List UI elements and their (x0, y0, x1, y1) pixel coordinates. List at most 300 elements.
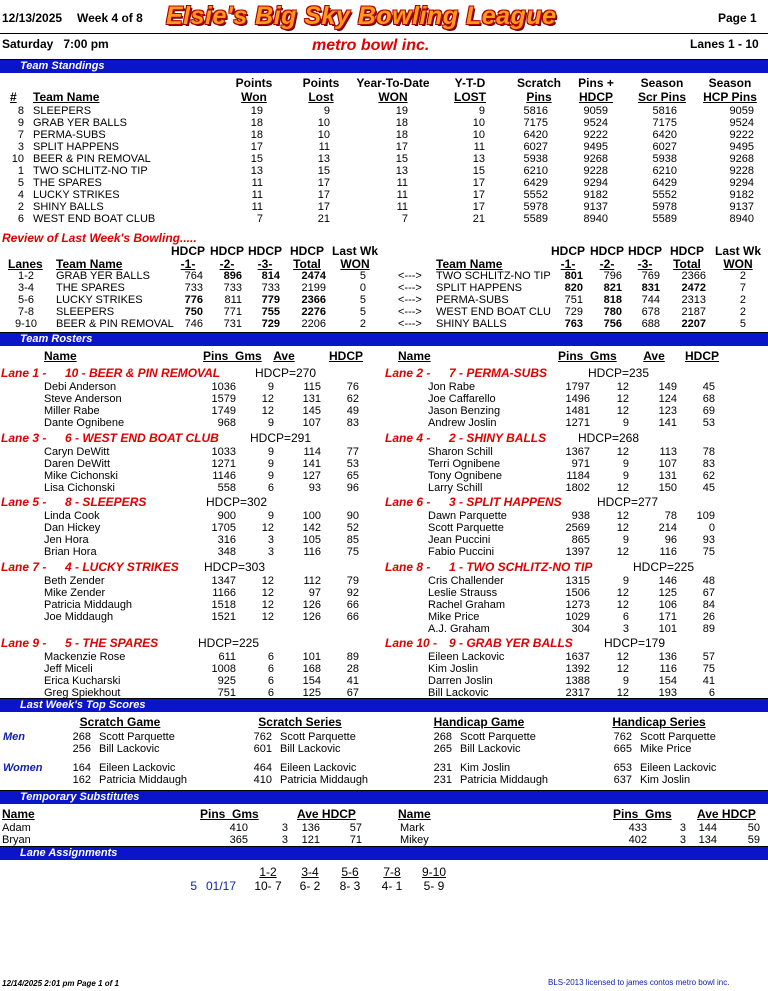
roster-player-games: 12 (616, 405, 629, 417)
roster-player-games: 9 (622, 470, 629, 482)
standings-cell: 5589 (523, 213, 548, 225)
roster-player-pins: 1506 (565, 587, 590, 599)
standings-cell: 15 (317, 165, 330, 177)
subs-col-name-b: Name (398, 807, 431, 821)
roster-player-ave: 96 (664, 534, 677, 546)
roster-team-hdcp: HDCP=225 (633, 560, 695, 574)
top-score-bowler: Patricia Middaugh (280, 774, 369, 786)
roster-lane-label: Lane 9 - (1, 636, 47, 650)
review-score-a: 746 (184, 318, 203, 330)
roster-player-games: 12 (616, 522, 629, 534)
roster-player-ave: 214 (658, 522, 677, 534)
roster-player-name: Jean Puccini (428, 534, 491, 546)
roster-col-ave: Ave (643, 349, 665, 363)
roster-team-hdcp: HDCP=303 (204, 560, 266, 574)
standings-rank: 6 (17, 213, 24, 225)
review-col-head-top: Last Wk (714, 244, 761, 258)
standings-cell: 6429 (523, 177, 548, 189)
roster-player-games: 12 (261, 522, 274, 534)
top-score-bowler: Scott Parquette (280, 731, 356, 743)
standings-cell: 13 (395, 165, 408, 177)
review-lanes: 1-2 (18, 270, 34, 282)
standings-cell: 7175 (523, 117, 548, 129)
roster-player-games: 6 (267, 663, 274, 675)
top-score-value: 601 (253, 743, 272, 755)
lane-matchup: 4- 1 (381, 879, 403, 893)
roster-player-games: 9 (267, 458, 274, 470)
review-score-a: 2 (359, 318, 366, 330)
day-time: Saturday 7:00 pm (2, 37, 109, 51)
roster-player-ave: 113 (659, 446, 677, 458)
subs-col-name: Name (2, 807, 35, 821)
roster-player-name: Bill Lackovic (428, 687, 489, 698)
roster-player-name: Debi Anderson (44, 381, 117, 393)
top-score-value: 231 (433, 774, 452, 786)
standings-cell: 9222 (729, 129, 754, 141)
roster-player-name: Tony Ognibene (428, 470, 502, 482)
top-scores-men-label: Men (3, 731, 25, 743)
review-score-b: 751 (564, 294, 583, 306)
review-score-b: 780 (603, 306, 622, 318)
roster-player-games: 9 (267, 470, 274, 482)
roster-team-hdcp: HDCP=302 (206, 495, 268, 509)
roster-player-name: Joe Caffarello (428, 393, 496, 405)
lane-assign-date: 01/17 (206, 879, 237, 893)
roster-player-name: Leslie Strauss (428, 587, 498, 599)
sub-games: 3 (281, 822, 288, 834)
top-score-bowler: Eileen Lackovic (280, 762, 357, 774)
roster-player-games: 12 (261, 575, 274, 587)
roster-player-ave: 131 (302, 393, 321, 405)
roster-team-hdcp: HDCP=235 (588, 366, 650, 380)
roster-player-games: 9 (622, 417, 629, 429)
review-score-b: 821 (603, 282, 622, 294)
roster-player-name: Dan Hickey (44, 522, 101, 534)
review-col-head-top: HDCP (247, 244, 282, 258)
roster-player-hdcp: 53 (346, 458, 359, 470)
standings-cell: 17 (250, 141, 263, 153)
standings-cell: 9228 (583, 165, 608, 177)
standings-cell: 6027 (523, 141, 548, 153)
top-score-bowler: Eileen Lackovic (640, 762, 717, 774)
roster-lane-label: Lane 4 - (385, 431, 431, 445)
sub-games: 3 (679, 834, 686, 846)
roster-player-pins: 304 (571, 623, 590, 635)
roster-player-ave: 107 (302, 417, 321, 429)
footer-left: 12/14/2025 2:01 pm Page 1 of 1 (2, 979, 119, 988)
roster-player-ave: 126 (302, 611, 321, 623)
roster-player-pins: 558 (217, 482, 236, 494)
review-score-b: 820 (564, 282, 583, 294)
roster-player-hdcp: 85 (346, 534, 359, 546)
roster-player-pins: 925 (217, 675, 236, 687)
roster-player-pins: 900 (217, 510, 236, 522)
roster-player-pins: 938 (571, 510, 590, 522)
roster-player-games: 12 (616, 599, 629, 611)
standings-col-head-bottom: Pins (526, 90, 552, 104)
roster-player-pins: 1637 (565, 651, 590, 663)
lane-matchup: 5- 9 (423, 879, 445, 893)
roster-team-name: 3 - SPLIT HAPPENS (449, 495, 562, 509)
review-score-a: 2366 (301, 294, 326, 306)
review-col-head-top: HDCP (209, 244, 244, 258)
roster-player-games: 6 (267, 687, 274, 698)
standings-cell: 9059 (583, 105, 608, 117)
standings-team-name: SLEEPERS (33, 105, 92, 117)
roster-player-hdcp: 76 (346, 381, 359, 393)
review-arrow: <---> (398, 282, 422, 294)
roster-player-hdcp: 89 (702, 623, 715, 635)
lane-pair-head: 1-2 (259, 865, 277, 879)
roster-player-ave: 154 (302, 675, 321, 687)
roster-player-ave: 171 (658, 611, 677, 623)
standings-cell: 7 (401, 213, 408, 225)
standings-col-head-top: Points (235, 76, 273, 90)
roster-player-hdcp: 78 (702, 446, 715, 458)
standings-cell: 18 (395, 117, 408, 129)
review-score-a: 2199 (301, 282, 326, 294)
roster-player-ave: 127 (302, 470, 321, 482)
league-title: Elsie's Big Sky Bowling League (166, 2, 557, 30)
roster-lane-label: Lane 5 - (1, 495, 47, 509)
roster-player-ave: 106 (658, 599, 677, 611)
standings-team-name: THE SPARES (33, 177, 102, 189)
sub-pins: 433 (628, 822, 647, 834)
standings-cell: 15 (250, 153, 263, 165)
roster-team-hdcp: HDCP=277 (597, 495, 659, 509)
roster-player-pins: 1029 (565, 611, 590, 623)
roster-player-hdcp: 45 (702, 482, 715, 494)
roster-player-hdcp: 69 (702, 405, 715, 417)
roster-player-name: Joe Middaugh (44, 611, 114, 623)
roster-player-name: Larry Schill (428, 482, 483, 494)
top-score-bowler: Bill Lackovic (99, 743, 160, 755)
roster-player-name: Jeff Miceli (44, 663, 93, 675)
roster-player-pins: 968 (217, 417, 236, 429)
review-col-head-team: Team Name (56, 257, 123, 271)
standings-col-head-top: Pins + (578, 76, 614, 90)
roster-player-games: 12 (616, 446, 629, 458)
standings-cell: 19 (395, 105, 408, 117)
roster-col-name: Name (44, 349, 77, 363)
standings-col-head-top: Season (708, 76, 752, 90)
standings-col-head-top: Season (640, 76, 684, 90)
review-score-a: 779 (261, 294, 280, 306)
review-score-a: 5 (359, 306, 366, 318)
top-scores-col-head: Scratch Series (258, 715, 342, 729)
roster-player-ave: 141 (658, 417, 677, 429)
roster-player-games: 9 (622, 675, 629, 687)
roster-player-hdcp: 109 (696, 510, 715, 522)
review-score-a: 733 (184, 282, 203, 294)
standings-cell: 9495 (729, 141, 754, 153)
top-score-bowler: Patricia Middaugh (99, 774, 188, 786)
roster-player-hdcp: 52 (346, 522, 359, 534)
review-score-a: 2206 (301, 318, 326, 330)
standings-cell: 11 (473, 141, 485, 153)
roster-player-name: Jason Benzing (428, 405, 501, 417)
review-score-a: 811 (224, 294, 242, 306)
roster-player-name: Mike Zender (44, 587, 106, 599)
standings-cell: 6420 (652, 129, 677, 141)
roster-player-games: 12 (616, 510, 629, 522)
roster-player-hdcp: 79 (346, 575, 359, 587)
review-score-b: 769 (641, 270, 660, 282)
top-scores-title: Last Week's Top Scores (20, 699, 146, 711)
standings-rank: 8 (17, 105, 24, 117)
standings-team-name: PERMA-SUBS (33, 129, 106, 141)
roster-player-hdcp: 75 (702, 546, 715, 558)
roster-player-name: Darren Joslin (428, 675, 493, 687)
standings-cell: 9294 (729, 177, 754, 189)
standings-cell: 9059 (729, 105, 754, 117)
review-score-b: 7 (739, 282, 746, 294)
review-score-b: 2 (739, 306, 746, 318)
standings-col-head-bottom: LOST (454, 90, 486, 104)
roster-lane-label: Lane 6 - (385, 495, 431, 509)
roster-lane-label: Lane 3 - (1, 431, 47, 445)
roster-player-pins: 348 (217, 546, 236, 558)
standings-cell: 9222 (583, 129, 608, 141)
roster-lane-label: Lane 7 - (1, 560, 47, 574)
review-score-a: 5 (359, 294, 366, 306)
roster-player-pins: 1392 (565, 663, 590, 675)
standings-cell: 18 (250, 117, 263, 129)
standings-cell: 18 (250, 129, 263, 141)
review-score-b: 756 (603, 318, 622, 330)
review-score-a: 2474 (301, 270, 326, 282)
subs-col-pins-gms: Pins Gms (200, 807, 259, 821)
review-team-b: TWO SCHLITZ-NO TIP (436, 270, 551, 282)
sub-games: 3 (679, 822, 686, 834)
roster-player-games: 12 (261, 599, 274, 611)
roster-player-games: 9 (267, 381, 274, 393)
lane-matchup: 6- 2 (299, 879, 321, 893)
roster-team-name: 1 - TWO SCHLITZ-NO TIP (449, 560, 593, 574)
roster-player-games: 9 (267, 446, 274, 458)
roster-player-name: Caryn DeWitt (44, 446, 110, 458)
standings-col-head-bottom: Scr Pins (637, 90, 687, 104)
roster-player-hdcp: 57 (702, 651, 715, 663)
top-scores-col-head: Scratch Game (79, 715, 161, 729)
review-score-a: 814 (261, 270, 280, 282)
roster-player-ave: 116 (659, 663, 677, 675)
roster-player-hdcp: 62 (346, 393, 359, 405)
standings-team-name: LUCKY STRIKES (33, 189, 120, 201)
roster-player-pins: 1481 (565, 405, 590, 417)
roster-player-pins: 1184 (566, 470, 590, 482)
standings-cell: 5816 (652, 105, 677, 117)
standings-cell: 18 (395, 129, 408, 141)
roster-player-ave: 116 (303, 546, 321, 558)
roster-player-name: Mike Cichonski (44, 470, 118, 482)
roster-player-name: Cris Challender (428, 575, 504, 587)
roster-player-name: Terri Ognibene (428, 458, 501, 470)
roster-player-name: Fabio Puccini (428, 546, 495, 558)
review-score-b: 831 (641, 282, 660, 294)
standings-rank: 9 (17, 117, 24, 129)
standings-cell: 9524 (729, 117, 754, 129)
roster-player-games: 9 (267, 417, 274, 429)
roster-team-hdcp: HDCP=179 (604, 636, 666, 650)
review-score-a: 764 (184, 270, 203, 282)
standings-rank: 10 (11, 153, 24, 165)
lane-assign-band (0, 846, 768, 860)
roster-player-hdcp: 75 (702, 663, 715, 675)
standings-cell: 10 (317, 129, 330, 141)
roster-player-hdcp: 93 (702, 534, 715, 546)
roster-team-name: 5 - THE SPARES (65, 636, 159, 650)
roster-player-games: 9 (622, 458, 629, 470)
roster-player-hdcp: 49 (346, 405, 359, 417)
standings-cell: 11 (396, 177, 408, 189)
roster-player-hdcp: 53 (702, 417, 715, 429)
standings-cell: 11 (318, 141, 330, 153)
roster-col-name: Name (398, 349, 431, 363)
roster-player-pins: 1367 (565, 446, 590, 458)
standings-cell: 5552 (652, 189, 677, 201)
standings-cell: 17 (472, 177, 485, 189)
roster-player-hdcp: 41 (702, 675, 715, 687)
roster-player-games: 12 (616, 393, 629, 405)
standings-rank: 4 (17, 189, 24, 201)
review-lanes: 3-4 (18, 282, 34, 294)
top-score-bowler: Bill Lackovic (280, 743, 341, 755)
roster-team-name: 10 - BEER & PIN REMOVAL (65, 366, 221, 380)
roster-player-hdcp: 26 (702, 611, 715, 623)
roster-player-hdcp: 75 (346, 546, 359, 558)
roster-player-games: 12 (261, 587, 274, 599)
sub-pins: 365 (229, 834, 248, 846)
roster-player-pins: 1036 (211, 381, 236, 393)
roster-player-name: Jen Hora (44, 534, 89, 546)
roster-player-hdcp: 77 (346, 446, 359, 458)
lane-pair-head: 9-10 (421, 865, 447, 879)
roster-player-ave: 78 (664, 510, 677, 522)
roster-player-name: Dante Ognibene (44, 417, 125, 429)
lane-pair-head: 5-6 (341, 865, 359, 879)
standings-cell: 9524 (583, 117, 608, 129)
review-col-head-bottom: WON (340, 257, 370, 271)
roster-player-games: 12 (616, 651, 629, 663)
roster-lane-label: Lane 1 - (1, 366, 47, 380)
roster-player-name: Dawn Parquette (428, 510, 507, 522)
week-label: Week 4 of 8 (77, 11, 143, 25)
top-score-value: 464 (253, 762, 272, 774)
standings-cell: 9137 (583, 201, 608, 213)
roster-team-hdcp: HDCP=270 (255, 366, 317, 380)
standings-rank: 1 (17, 165, 24, 177)
roster-player-pins: 1315 (565, 575, 590, 587)
sub-games: 3 (281, 834, 288, 846)
roster-col-pins-gms: Pins Gms (558, 349, 617, 363)
top-score-value: 256 (72, 743, 91, 755)
top-score-bowler: Mike Price (640, 743, 692, 755)
roster-player-name: Mike Price (428, 611, 480, 623)
standings-title: Team Standings (20, 60, 105, 72)
standings-cell: 19 (250, 105, 263, 117)
sub-hdcp: 50 (747, 822, 760, 834)
roster-player-games: 12 (616, 687, 629, 698)
roster-player-hdcp: 90 (346, 510, 359, 522)
roster-player-pins: 1705 (211, 522, 236, 534)
top-score-bowler: Scott Parquette (460, 731, 536, 743)
roster-player-ave: 123 (658, 405, 677, 417)
roster-player-hdcp: 67 (346, 687, 359, 698)
roster-player-games: 3 (267, 534, 274, 546)
top-score-bowler: Eileen Lackovic (99, 762, 176, 774)
standings-cell: 17 (317, 201, 330, 213)
standings-team-name: TWO SCHLITZ-NO TIP (33, 165, 148, 177)
standings-cell: 5589 (652, 213, 677, 225)
standings-cell: 10 (317, 117, 330, 129)
roster-player-ave: 131 (658, 470, 677, 482)
review-team-a: SLEEPERS (56, 306, 115, 318)
sub-hdcp: 57 (349, 822, 362, 834)
lanes-range: Lanes 1 - 10 (690, 37, 759, 51)
roster-player-pins: 1146 (212, 470, 236, 482)
standings-col-head-bottom: HCP Pins (703, 90, 757, 104)
roster-player-name: Miller Rabe (44, 405, 100, 417)
roster-player-pins: 865 (571, 534, 590, 546)
standings-rank: 5 (17, 177, 24, 189)
standings-cell: 9495 (583, 141, 608, 153)
standings-col-head-bottom: Lost (308, 90, 334, 104)
standings-cell: 9182 (729, 189, 754, 201)
roster-player-pins: 751 (217, 687, 236, 698)
roster-player-name: Lisa Cichonski (44, 482, 115, 494)
sub-ave: 121 (301, 834, 320, 846)
roster-lane-label: Lane 2 - (385, 366, 431, 380)
top-scores-col-head: Handicap Series (612, 715, 706, 729)
standings-cell: 10 (472, 117, 485, 129)
review-score-a: 0 (359, 282, 366, 294)
review-col-head-top: HDCP (627, 244, 662, 258)
roster-player-name: Brian Hora (44, 546, 97, 558)
standings-team-name: BEER & PIN REMOVAL (33, 153, 151, 165)
roster-lane-label: Lane 10 - (385, 636, 438, 650)
review-col-head-bottom: -3- (257, 257, 273, 271)
roster-player-games: 9 (622, 534, 629, 546)
review-score-b: 2366 (681, 270, 706, 282)
top-score-bowler: Patricia Middaugh (460, 774, 549, 786)
rosters-title: Team Rosters (20, 333, 93, 345)
standings-rank: 3 (17, 141, 24, 153)
roster-player-pins: 1397 (565, 546, 590, 558)
roster-player-hdcp: 6 (708, 687, 715, 698)
roster-player-games: 12 (261, 393, 274, 405)
top-score-value: 653 (613, 762, 632, 774)
standings-col-head-bottom: Won (241, 90, 267, 104)
roster-lane-label: Lane 8 - (385, 560, 431, 574)
roster-player-ave: 100 (302, 510, 321, 522)
standings-cell: 13 (472, 153, 485, 165)
roster-player-ave: 154 (658, 675, 677, 687)
review-score-a: 771 (223, 306, 242, 318)
roster-player-pins: 2569 (565, 522, 590, 534)
top-score-bowler: Kim Joslin (640, 774, 691, 786)
standings-cell: 9182 (583, 189, 608, 201)
roster-team-name: 4 - LUCKY STRIKES (65, 560, 179, 574)
roster-player-hdcp: 62 (702, 470, 715, 482)
standings-cell: 11 (251, 189, 263, 201)
roster-team-hdcp: HDCP=291 (250, 431, 312, 445)
roster-player-name: Linda Cook (44, 510, 100, 522)
top-score-value: 637 (613, 774, 632, 786)
roster-player-hdcp: 84 (702, 599, 715, 611)
roster-player-ave: 136 (658, 651, 677, 663)
top-score-value: 162 (72, 774, 91, 786)
